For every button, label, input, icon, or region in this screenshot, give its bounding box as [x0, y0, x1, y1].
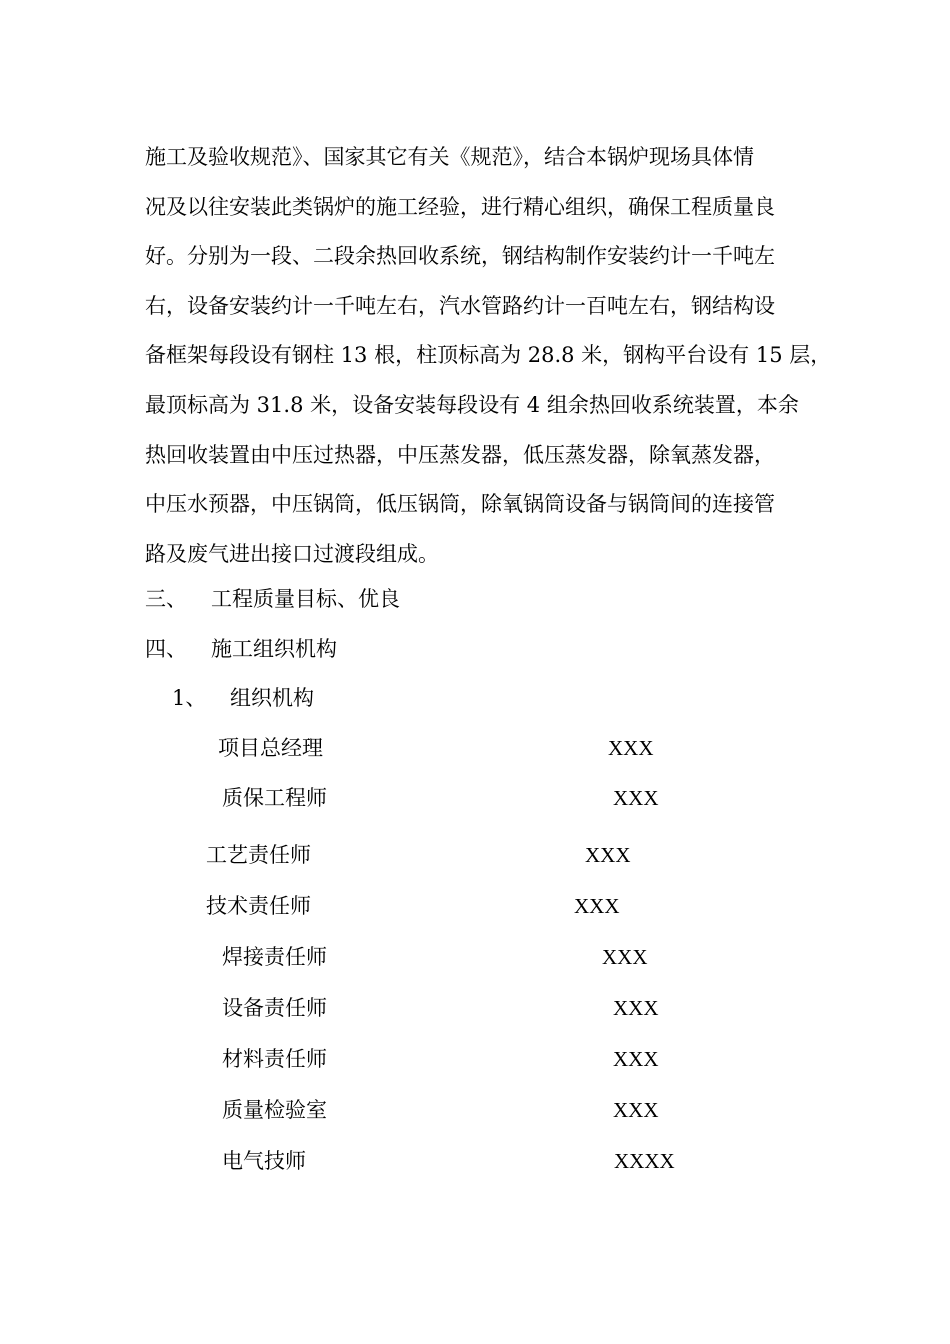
- org-person: XXX: [574, 894, 620, 918]
- org-person: XXX: [613, 996, 659, 1020]
- section-title: 工程质量目标、优良: [211, 587, 400, 611]
- org-person: XXX: [608, 736, 654, 760]
- org-role: 电气技师: [222, 1149, 306, 1173]
- org-role: 技术责任师: [206, 894, 311, 918]
- org-row: [206, 840, 666, 870]
- subsection-number: 1、: [172, 686, 207, 710]
- section-heading-3: [145, 584, 400, 614]
- paragraph-line: 施工及验收规范》、国家其它有关《规范》，结合本锅炉现场具体情: [145, 145, 754, 169]
- org-role: 设备责任师: [222, 996, 327, 1020]
- org-row: [218, 733, 678, 763]
- org-row: [206, 891, 666, 921]
- paragraph-line: 热回收装置由中压过热器，中压蒸发器，低压蒸发器，除氧蒸发器，: [145, 442, 775, 467]
- section-heading-4: [145, 634, 337, 664]
- org-role: 工艺责任师: [206, 843, 311, 867]
- org-row: [222, 1095, 682, 1125]
- org-person: XXX: [602, 945, 648, 969]
- org-row: [222, 783, 682, 813]
- org-row: [222, 993, 682, 1023]
- org-person: XXX: [585, 843, 631, 867]
- org-role: 焊接责任师: [222, 945, 327, 969]
- body-paragraph: [145, 133, 845, 579]
- org-person: XXX: [613, 1098, 659, 1122]
- org-row: [222, 942, 682, 972]
- org-row: [222, 1146, 692, 1176]
- paragraph-line: 中压水预器，中压锅筒，低压锅筒，除氧锅筒设备与锅筒间的连接管: [145, 492, 775, 517]
- org-role: 质量检验室: [222, 1098, 327, 1122]
- org-row: [222, 1044, 682, 1074]
- paragraph-line: 最顶标高为 31.8 米，设备安装每段设有 4 组余热回收系统装置，本余: [145, 392, 799, 417]
- org-person: XXXX: [614, 1149, 675, 1173]
- section-number: 四、: [145, 637, 187, 661]
- org-role: 项目总经理: [218, 736, 323, 760]
- paragraph-line: 备框架每段设有钢柱 13 根，柱顶标高为 28.8 米，钢构平台设有 15 层，: [145, 343, 832, 368]
- subsection-title: 组织机构: [230, 686, 314, 710]
- org-person: XXX: [613, 1047, 659, 1071]
- org-role: 材料责任师: [222, 1047, 327, 1071]
- paragraph-line: 路及废气进出接口过渡段组成。: [145, 541, 439, 566]
- subsection-heading-1: [172, 683, 314, 713]
- paragraph-line: 好。分别为一段、二段余热回收系统，钢结构制作安装约计一千吨左: [145, 244, 775, 269]
- section-number: 三、: [145, 587, 187, 611]
- paragraph-line: 右，设备安装约计一千吨左右，汽水管路约计一百吨左右，钢结构设: [145, 293, 775, 318]
- org-role: 质保工程师: [222, 786, 327, 810]
- section-title: 施工组织机构: [211, 637, 337, 661]
- paragraph-line: 况及以往安装此类锅炉的施工经验，进行精心组织，确保工程质量良: [145, 194, 775, 219]
- org-person: XXX: [613, 786, 659, 810]
